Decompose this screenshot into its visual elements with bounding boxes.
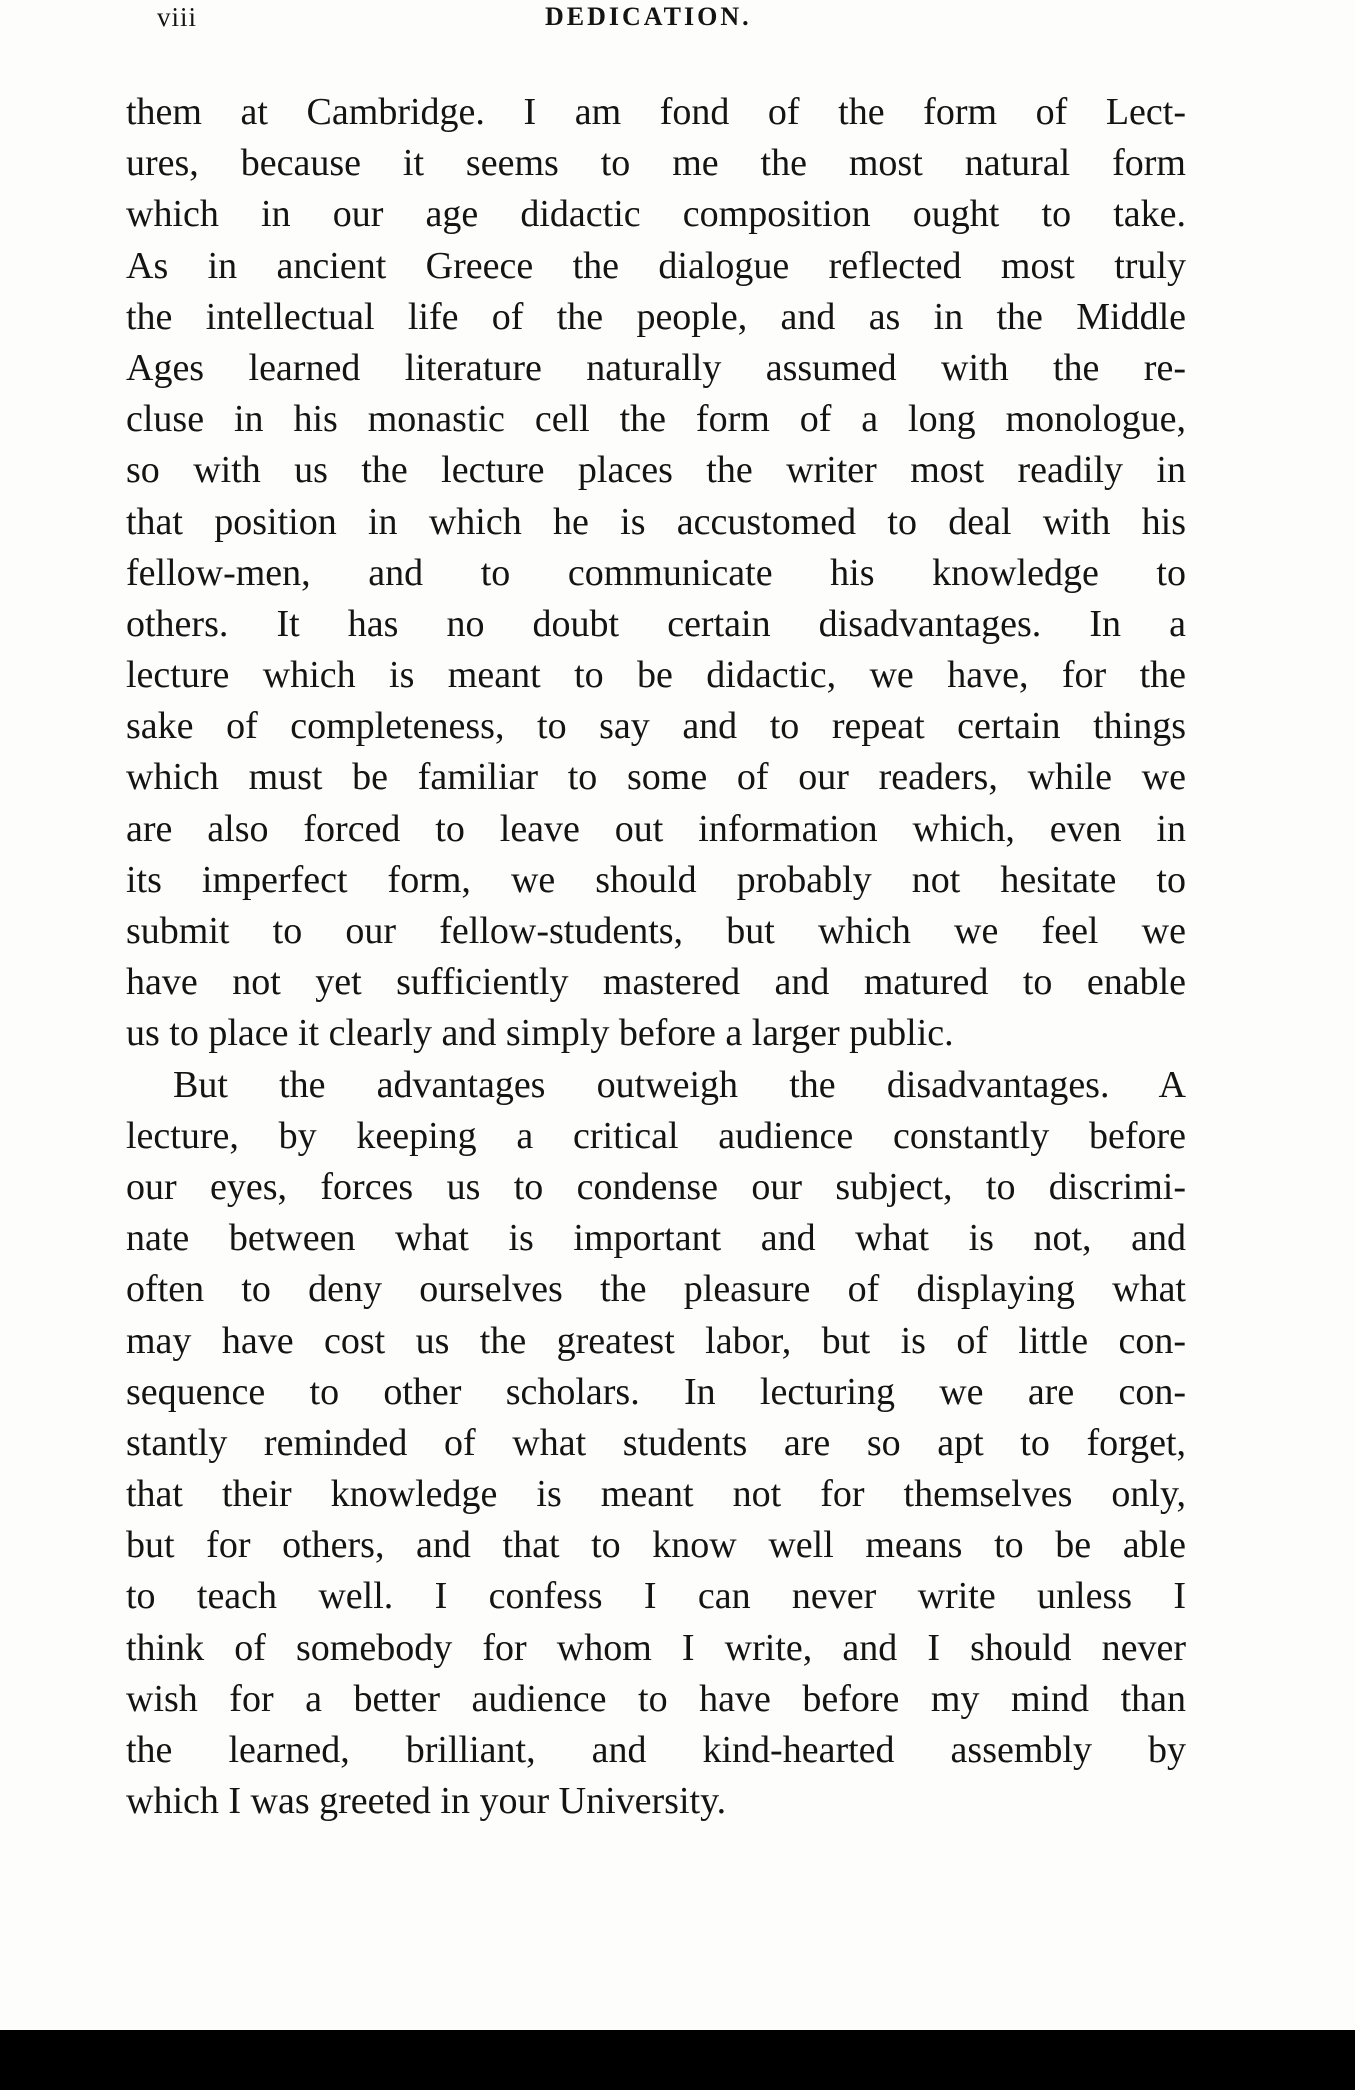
text-line: may have cost us the greatest labor, but is of little con- [126,1319,1186,1362]
body-text [126,87,1186,1827]
text-line: lecture which is meant to be didactic, we have, for the [126,654,1186,697]
text-line: which in our age didactic composition ought to take. [126,193,1186,236]
page-number: viii [157,2,198,32]
paragraph-2 [126,1060,1186,1828]
running-head: DEDICATION. [545,2,752,31]
text-line: sake of completeness, to say and to repeat certain things [126,705,1186,748]
text-line: often to deny ourselves the pleasure of displaying what [126,1268,1186,1311]
text-line: submit to our fellow-students, but which we feel we [126,910,1186,952]
text-line: lecture, by keeping a critical audience constantly before [126,1114,1186,1157]
scan-bottom-edge [0,2030,1355,2090]
text-line: that their knowledge is meant not for themselves only, [126,1473,1186,1516]
page-header [145,2,1175,42]
text-line: to teach well. I confess I can never write unless I [126,1575,1186,1618]
text-line: nate between what is important and what is not, and [126,1217,1186,1260]
text-line: so with us the lecture places the writer most readily in [126,449,1186,492]
text-line: sequence to other scholars. In lecturing we are con- [126,1370,1186,1413]
text-line: its imperfect form, we should probably not hesitate to [126,858,1186,901]
text-line: have not yet sufficiently mastered and matured to enable [126,961,1186,1004]
text-line: the intellectual life of the people, and as in the Middle [126,295,1186,338]
text-line: wish for a better audience to have before my mind than [126,1677,1186,1720]
text-line: but for others, and that to know well means to be able [126,1524,1186,1567]
text-line: fellow-men, and to communicate his knowledge to [126,551,1186,594]
text-line: us to place it clearly and simply before a larger public. [126,1012,954,1055]
text-line: that position in which he is accustomed to deal with his [126,500,1186,543]
text-line: our eyes, forces us to condense our subject, to discrimi- [126,1165,1186,1208]
text-line: which must be familiar to some of our readers, while we [126,756,1186,799]
text-line: As in ancient Greece the dialogue reflected most truly [126,244,1186,287]
text-line: which I was greeted in your University. [126,1780,727,1823]
paragraph-1 [126,87,1186,1060]
text-line: ures, because it seems to me the most natural form [126,142,1186,185]
text-line: cluse in his monastic cell the form of a long monologue, [126,398,1186,441]
text-line: Ages learned literature naturally assumed with the re- [126,346,1186,389]
text-line: are also forced to leave out information which, even in [126,807,1186,850]
text-line: the learned, brilliant, and kind-hearted assembly by [126,1729,1186,1771]
text-line: them at Cambridge. I am fond of the form of Lect- [126,91,1186,133]
text-line: others. It has no doubt certain disadvantages. In a [126,602,1186,645]
text-line: think of somebody for whom I write, and I should never [126,1626,1186,1669]
text-line: But the advantages outweigh the disadvantages. A [173,1063,1186,1106]
text-line: stantly reminded of what students are so apt to forget, [126,1421,1186,1464]
